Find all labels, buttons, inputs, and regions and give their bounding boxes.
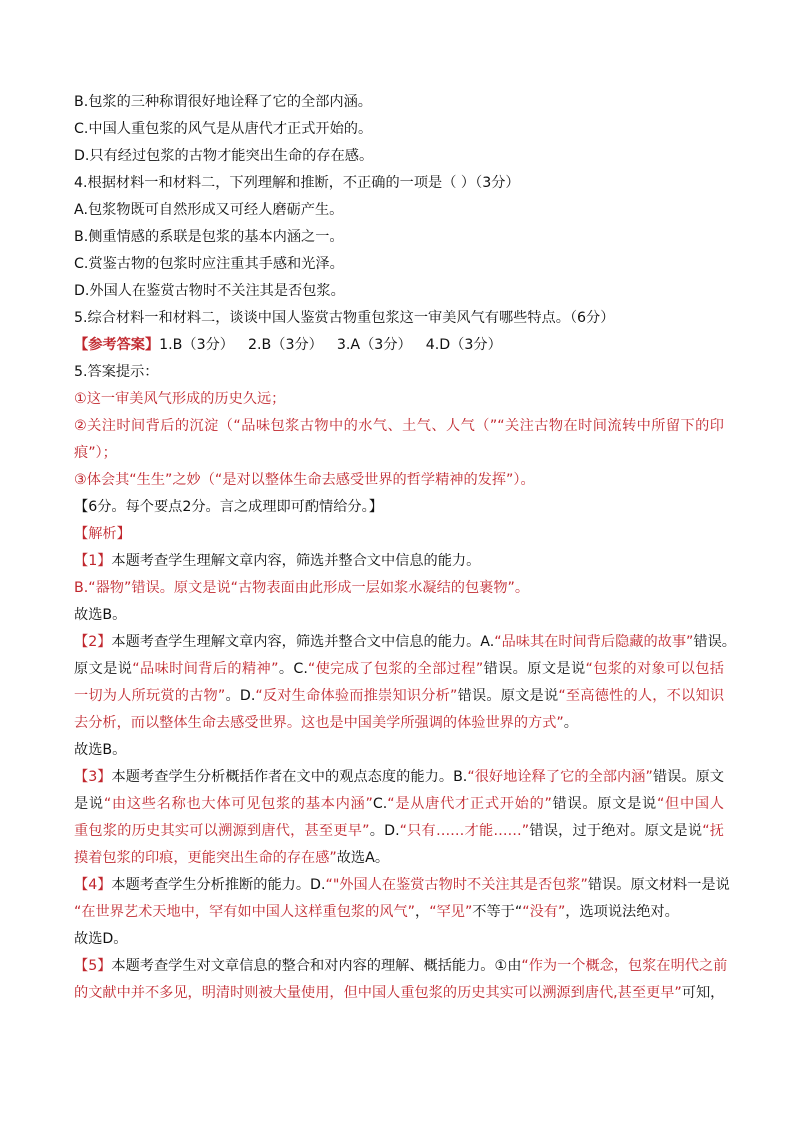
answer-2: 2.B（3分）: [248, 337, 323, 353]
analysis-1-conclusion: 故选B。: [74, 607, 127, 623]
quote-span: “"外国人在鉴赏古物时不关注其是否包浆”: [325, 877, 588, 893]
text-span: 是说: [74, 796, 104, 812]
analysis-5-tag: 【5】: [74, 958, 112, 974]
analysis-title: 【解析】: [74, 526, 131, 542]
q5-stem: 5.综合材料一和材料二，谈谈中国人鉴赏古物重包浆这一审美风气有哪些特点。（6分）: [74, 310, 615, 326]
quote-span: 一切为人所玩赏的古物”: [74, 688, 226, 704]
quote-span: “抚: [702, 823, 724, 839]
analysis-5-line2: [74, 983, 724, 1003]
q3-option-c: C.中国人重包浆的风气是从唐代才正式开始的。: [74, 121, 373, 137]
analysis-2-tag: 【2】: [74, 634, 112, 650]
quote-span: “在世界艺术天地中，罕有如中国人这样重包浆的风气”: [74, 904, 416, 920]
quote-span: “但中国人: [656, 796, 724, 812]
quote-span: “作为一个概念，包浆在明代之前: [521, 958, 728, 974]
text-span: 错误。原文: [652, 769, 724, 785]
q3-option-d: D.只有经过包浆的古物才能突出生命的存在感。: [74, 148, 374, 164]
text-span: 可知，: [681, 985, 725, 1001]
analysis-3-line1: [74, 767, 724, 787]
analysis-1-tag: 【1】: [74, 553, 112, 569]
text-span: 不等于“: [472, 904, 523, 920]
quote-span: “没有”: [522, 904, 566, 920]
answer-label: 【参考答案】: [74, 337, 160, 353]
text-span: 本题考查学生对文章信息的整合和对内容的理解、概括能力。①由: [111, 958, 522, 974]
quote-span: 重包浆的历史其实可以溯源到唐代，甚至更早”: [74, 823, 370, 839]
quote-span: “是从唐代才正式开始的”: [387, 796, 552, 812]
analysis-2-conclusion: 故选B。: [74, 742, 127, 758]
quote-span: 去分析，而以整体生命去感受世界。这也是中国美学所强调的体验世界的方式”: [74, 715, 564, 731]
text-span: 本题考查学生分析推断的能力。D.: [111, 877, 326, 893]
analysis-3-tag: 【3】: [74, 769, 112, 785]
text-span: 原文是说: [74, 661, 133, 677]
text-span: 。C.: [278, 661, 308, 677]
q4-option-d: D.外国人在鉴赏古物时不关注其是否包浆。: [74, 283, 345, 299]
analysis-2-line1: [74, 632, 736, 652]
quote-span: “包浆的对象可以包括: [585, 661, 724, 677]
text-span: 。: [563, 715, 578, 731]
text-span: 错误。原文是说: [457, 688, 559, 704]
quote-span: “品味其在时间背后隐藏的故事”: [494, 634, 694, 650]
q5-hint-title: 5.答案提示：: [74, 364, 159, 380]
q4-option-c: C.赏鉴古物的包浆时应注重其手感和光泽。: [74, 256, 344, 272]
quote-span: “只有……才能……”: [399, 823, 530, 839]
q5-point-2-line2: 痕”）；: [74, 445, 117, 461]
analysis-4-line1: [74, 875, 730, 895]
analysis-4-conclusion: 故选D。: [74, 931, 128, 947]
text-span: 错误。原文是说: [483, 661, 586, 677]
q4-option-a: A.包浆物既可自然形成又可经人磨砺产生。: [74, 202, 344, 218]
q4-stem: 4.根据材料一和材料二，下列理解和推断，不正确的一项是（ ）（3分）: [74, 175, 520, 191]
answer-4: 4.D（3分）: [425, 337, 502, 353]
text-span: 。D.: [225, 688, 256, 704]
q5-point-1: ①这一审美风气形成的历史久远；: [74, 391, 286, 407]
quote-span: “由这些名称也大体可见包浆的基本内涵”: [103, 796, 373, 812]
text-span: 故选A。: [336, 850, 390, 866]
quote-span: “反对生命体验而推崇知识分析”: [255, 688, 458, 704]
text-span: 错误，过于绝对。原文是说: [529, 823, 703, 839]
analysis-2-line2: [74, 659, 724, 679]
q3-option-b: B.包浆的三种称谓很好地诠释了它的全部内涵。: [74, 94, 372, 110]
analysis-5-line1: [74, 956, 728, 976]
reference-answers: [74, 335, 502, 355]
text-span: 本题考查学生分析概括作者在文中的观点态度的能力。B.: [111, 769, 468, 785]
quote-span: “使完成了包浆的全部过程”: [307, 661, 484, 677]
analysis-2-line4: [74, 713, 578, 733]
text-span: 本题考查学生理解文章内容，筛选并整合文中信息的能力。A.: [111, 634, 495, 650]
text-span: 错误。原文是说: [551, 796, 657, 812]
scoring-note: 【6分。每个要点2分。言之成理即可酌情给分。】: [74, 499, 383, 515]
q5-point-3: ③体会其“生生”之妙（“是对以整体生命去感受世界的哲学精神的发挥”）。: [74, 472, 535, 488]
quote-span: 的文献中并不多见，明清时则被大量使用，但中国人重包浆的历史其实可以溯源到唐代,甚至更早”: [74, 985, 682, 1001]
quote-span: “至高德性的人，不以知识: [558, 688, 725, 704]
text-span: ，: [415, 904, 430, 920]
analysis-2-line3: [74, 686, 724, 706]
text-span: ，选项说法绝对。: [565, 904, 679, 920]
analysis-1-detail: B.“器物”错误。原文是说“古物表面由此形成一层如浆水凝结的包裹物”。: [74, 580, 530, 596]
analysis-1-text: 本题考查学生理解文章内容，筛选并整合文中信息的能力。: [111, 553, 481, 569]
q4-option-b: B.侧重情感的系联是包浆的基本内涵之一。: [74, 229, 344, 245]
analysis-3-line3: [74, 821, 724, 841]
quote-span: 摸着包浆的印痕，更能突出生命的存在感”: [74, 850, 337, 866]
analysis-1: [74, 551, 480, 571]
text-span: 错误。原文材料一是说: [587, 877, 730, 893]
text-span: 。D.: [369, 823, 400, 839]
quote-span: “很好地诠释了它的全部内涵”: [467, 769, 653, 785]
text-span: C.: [372, 796, 388, 812]
analysis-4-line2: [74, 902, 679, 922]
analysis-3-line4: [74, 848, 389, 868]
analysis-4-tag: 【4】: [74, 877, 112, 893]
answer-3: 3.A（3分）: [336, 337, 412, 353]
q5-point-2-line1: ②关注时间背后的沉淀（“品味包浆古物中的水气、土气、人气（”“关注古物在时间流转中所留下的印: [74, 418, 724, 434]
text-span: 错误。: [693, 634, 736, 650]
quote-span: “罕见”: [429, 904, 473, 920]
analysis-3-line2: [74, 794, 724, 814]
quote-span: “品味时间背后的精神”: [132, 661, 279, 677]
answer-1: 1.B（3分）: [159, 337, 234, 353]
